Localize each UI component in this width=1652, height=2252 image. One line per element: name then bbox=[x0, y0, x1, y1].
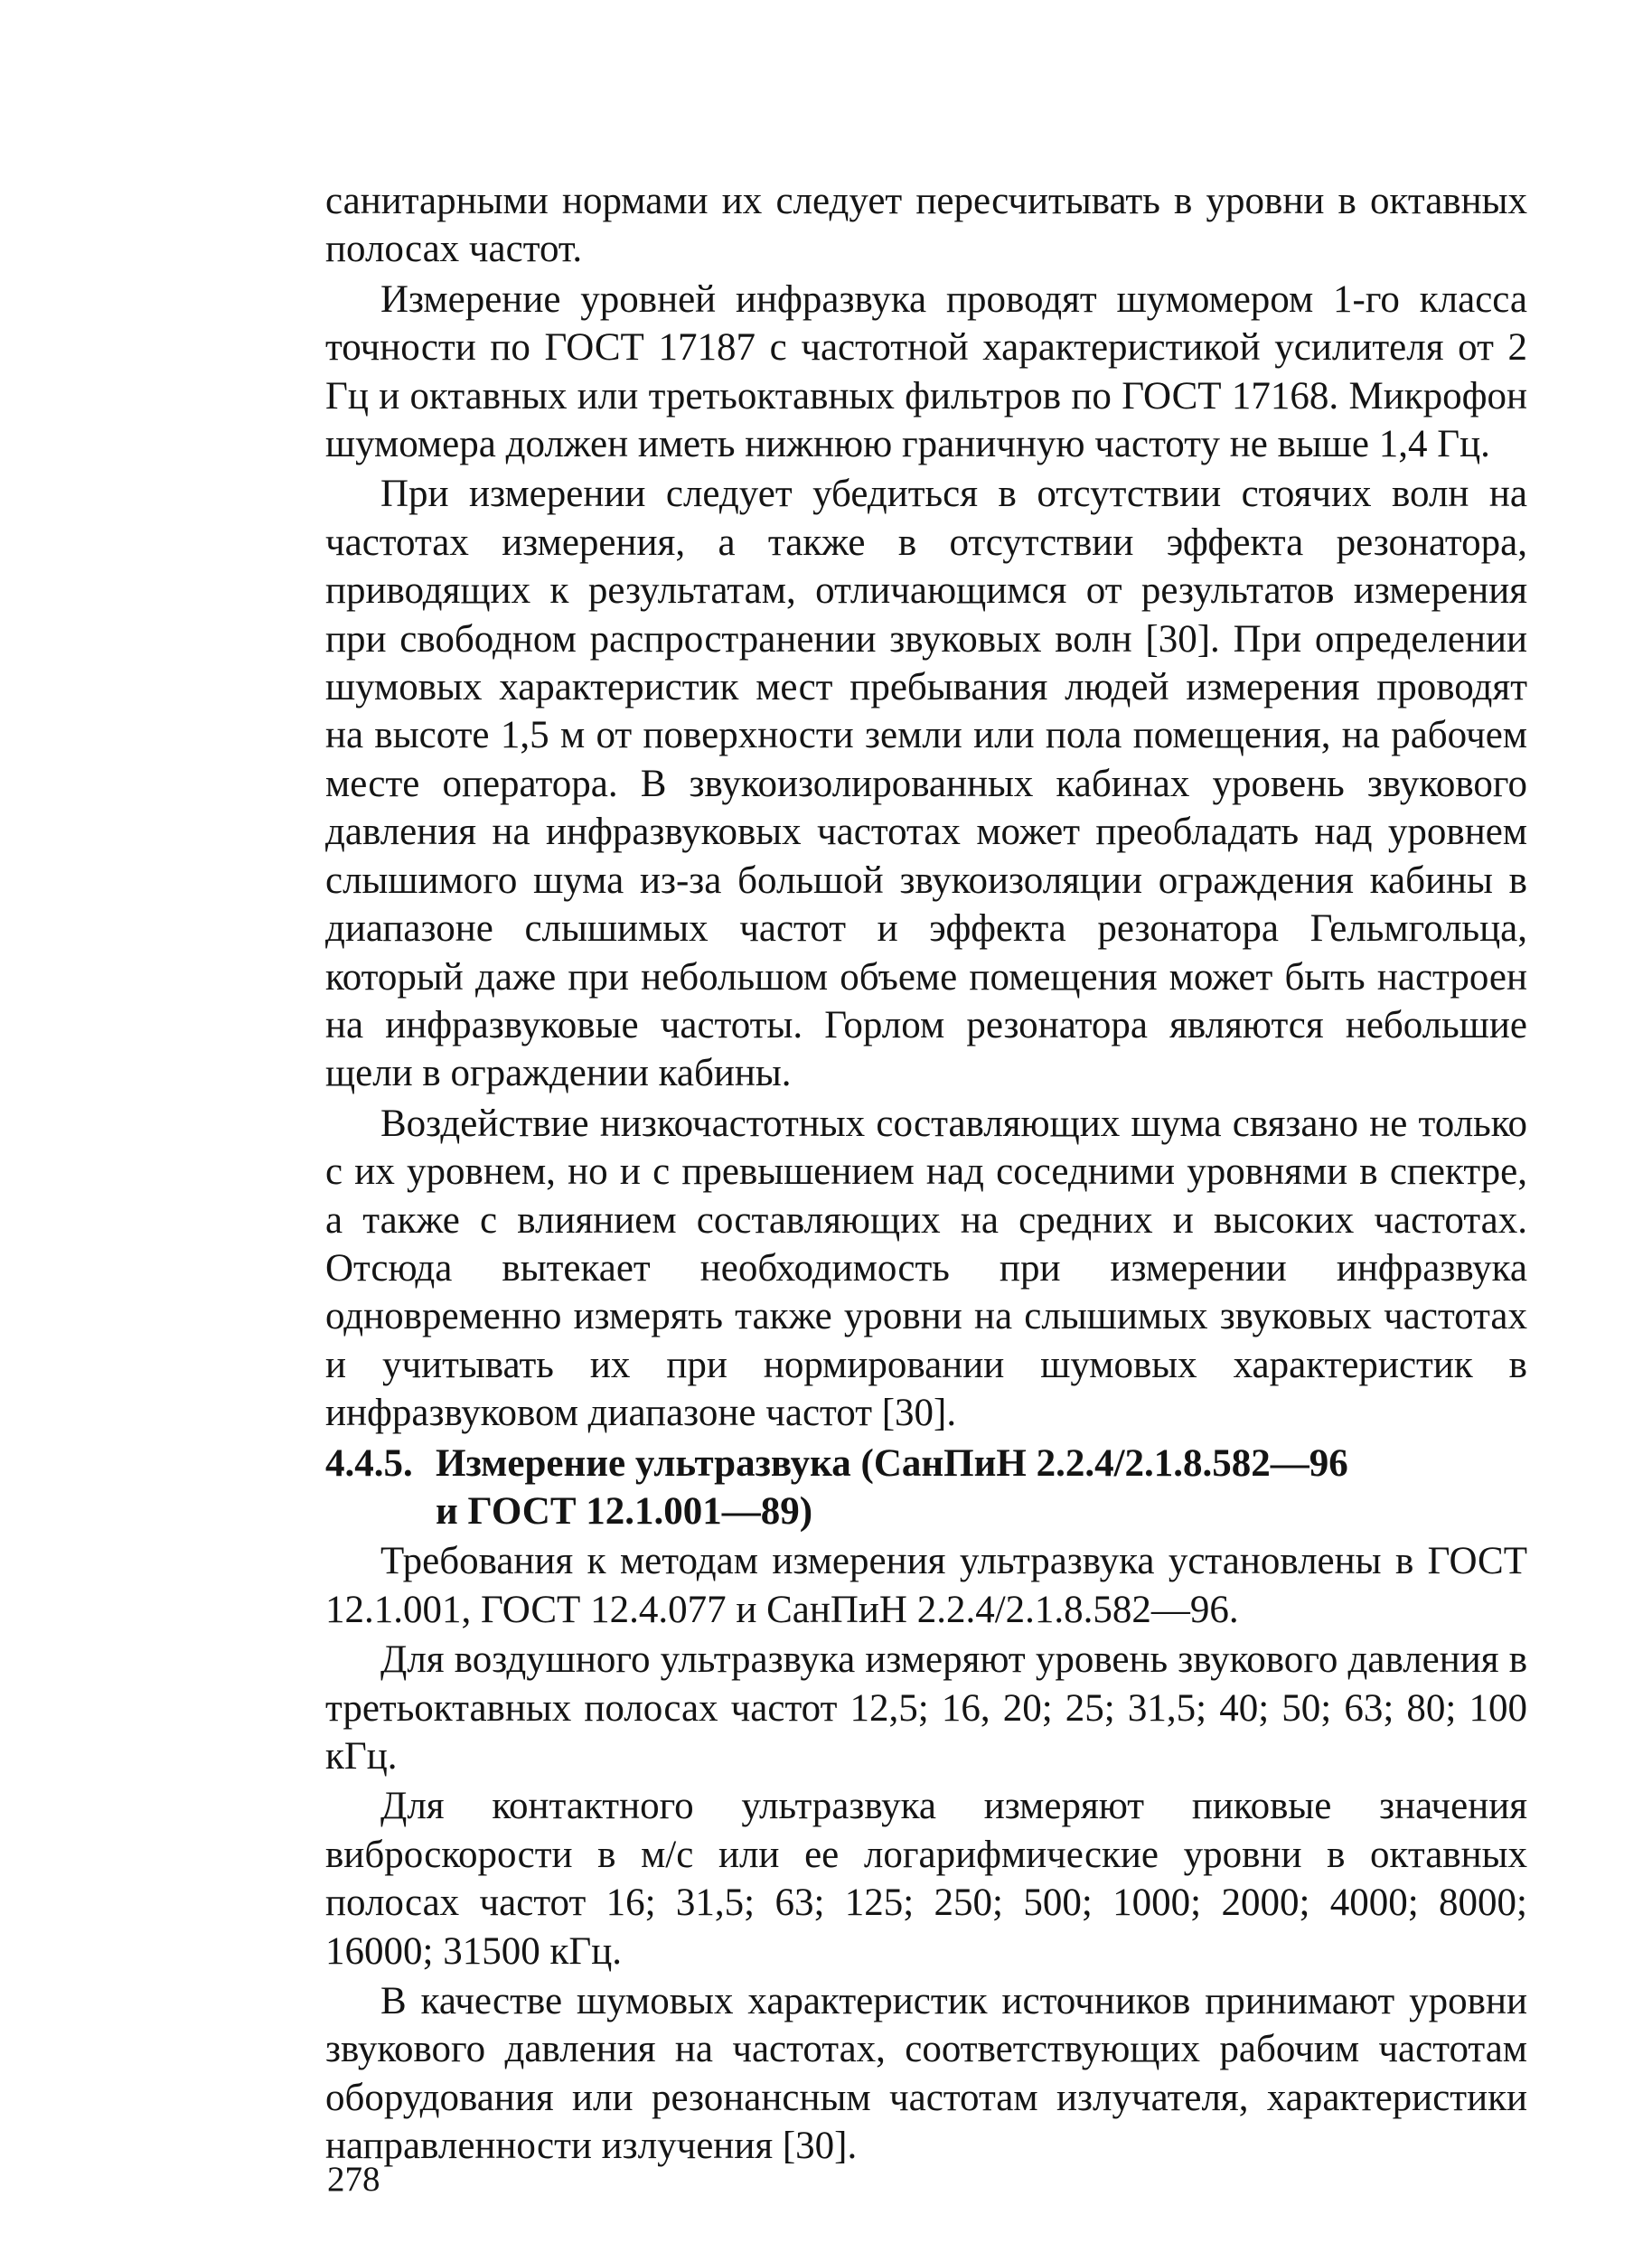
paragraph: Для контактного ультразвука измеряют пиковые значения виброскорости в м/с или ее логарифмические уровни в октавных полосах частот 16; 31,5; 63; 125; 250; 500; 1000; 2000; 4000; 8000; 16000; 31500 кГц. bbox=[325, 1785, 1527, 1973]
section-title-line1: Измерение ультразвука (СанПиН 2.2.4/2.1.8.582—96 bbox=[436, 1441, 1348, 1485]
paragraph: Для воздушного ультразвука измеряют уровень звукового давления в третьоктавных полосах частот 12,5; 16, 20; 25; 31,5; 40; 50; 63; 80; 100 кГц. bbox=[325, 1638, 1527, 1778]
paragraph: В качестве шумовых характеристик источников принимают уровни звукового давления на частотах, соответствующих рабочим частотам оборудования или резонансным частотам излучателя, характеристики направленности излучения [30]. bbox=[325, 1980, 1527, 2168]
paragraph: Измерение уровней инфразвука проводят шумомером 1-го класса точности по ГОСТ 17187 с частотной характеристикой усилителя от 2 Гц и октавных или третьоктавных фильтров по ГОСТ 17168. Микрофон шумомера должен иметь нижнюю граничную частоту не выше 1,4 Гц. bbox=[325, 277, 1527, 466]
page-body bbox=[325, 177, 1527, 2171]
paragraph: Требования к методам измерения ультразвука установлены в ГОСТ 12.1.001, ГОСТ 12.4.077 и СанПиН 2.2.4/2.1.8.582—96. bbox=[325, 1540, 1527, 1631]
paragraph: Воздействие низкочастотных составляющих шума связано не только с их уровнем, но и с превышением над соседними уровнями в спектре, а также с влиянием составляющих на средних и высоких частотах. Отсюда вытекает необходимость при измерении инфразвука одновременно измерять также уровни на слышимых звуковых частотах и учитывать их при нормировании шумовых характеристик в инфразвуковом диапазоне частот [30]. bbox=[325, 1102, 1527, 1435]
paragraph: При измерении следует убедиться в отсутствии стоячих волн на частотах измерения, а также в отсутствии эффекта резонатора, приводящих к результатам, отличающимся от результатов измерения при свободном распространении звуковых волн [30]. При определении шумовых характеристик мест пребывания людей измерения проводят на высоте 1,5 м от поверхности земли или пола помещения, на рабочем месте оператора. В звукоизолированных кабинах уровень звукового давления на инфразвуковых частотах может преобладать над уровнем слышимого шума из-за большой звукоизоляции ограждения кабины в диапазоне слышимых частот и эффекта резонатора Гельмгольца, который даже при небольшом объеме помещения может быть настроен на инфразвуковые частоты. Горлом резонатора являются небольшие щели в ограждении кабины. bbox=[325, 473, 1527, 1095]
section-heading bbox=[325, 1440, 1527, 1536]
paragraph: санитарными нормами их следует пересчитывать в уровни в октавных полосах частот. bbox=[325, 180, 1527, 271]
page-number: 278 bbox=[327, 2160, 380, 2199]
section-number: 4.4.5. bbox=[325, 1441, 413, 1485]
section-title-line2: и ГОСТ 12.1.001—89) bbox=[436, 1489, 813, 1533]
